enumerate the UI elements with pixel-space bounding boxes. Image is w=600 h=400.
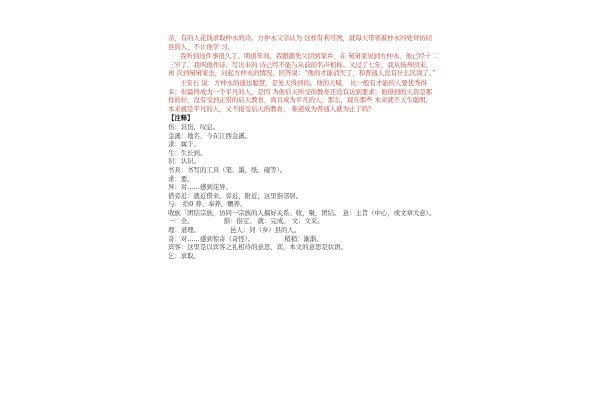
note-mid: 指：指定。 <box>223 217 256 226</box>
note-left: 理：道理。 <box>168 226 200 235</box>
note-left: 奇：对……感到惊奇（奇怪）。 <box>168 234 255 243</box>
note-item: 借旁近：就近借来。旁近，附近，这里指邻居。 <box>168 191 303 200</box>
note-item: 乞：求取。 <box>168 251 200 260</box>
note-item: 书具：书写的工具（笔、墨、纸、砚等）。 <box>168 165 287 174</box>
note-mid: 邑人：同（乡）县的人。 <box>230 226 301 235</box>
note-item: 收族「团结宗族，访同一宗族的人搞好关系。收，聚，团结。 意：主旨（中心，或文章大意）。 <box>168 208 436 217</box>
note-row-pair <box>168 217 438 226</box>
note-item: 识：认识。 <box>168 157 200 166</box>
note-row-pair <box>168 235 438 244</box>
note-row-pair <box>168 226 438 235</box>
note-item: 伤：哀伤，叹息。 <box>168 122 220 131</box>
note-item: 金溪：地名，今在江西金溪。 <box>168 131 252 140</box>
note-item: 隶：属于。 <box>168 140 200 149</box>
document-body <box>168 34 438 260</box>
passage-paragraph-3: 王安石 说：方仲永的通达聪慧，是先天得到的。他的天赋， 比一般有才能的人要优秀得多；但最终成为一个平凡的人，是因 为他后天所受的教育还没有达到要求；他得到的天资是那样的好，没有受到正常的后天教育，尚且成为平凡的人；那么，现在那些 本来就不天生聪明，本来就是平凡的人，又不接受后天的教育， 难道成为普通人就为止了吗？ <box>168 78 433 113</box>
note-right: 稍稍：渐渐。 <box>284 234 323 243</box>
notes-title: 【注释】 <box>168 114 194 123</box>
passage-paragraph-1: 亲，有的人花钱求取仲永的诗。方仲永父亲认为 这样有利可图，就每天带领着仲永四处拜访同县的人，不让他学 习。 <box>168 34 433 51</box>
note-left: 一：全。 <box>168 217 194 226</box>
note-right: 就：完成。 文：文采。 <box>257 217 324 226</box>
passage-paragraph-2: 我听到这件事很久了。明道年间，我跟随先父回到家乡，在 舅舅家见到方仲永，他已经十二三岁了。我叫他作诗，写出来的 诗已经不能与从前的名声相称。又过了七年，我从扬州回来，再 次到舅舅家去，问起方仲永的情况，回答说：“他的才能消失了，和普通人没有什么区别了。” <box>168 52 438 78</box>
note-item: 与： 给0 养、奉养，赡养。 <box>168 200 247 209</box>
note-item: 求：要。 <box>168 174 194 183</box>
note-item: 异：对……感到诧异。 <box>168 183 232 192</box>
note-item: 宾客：这里是以宾客之礼相待的意思，宾，本文的意思是状语。 <box>168 243 347 252</box>
note-item: 生：生长到。 <box>168 148 207 157</box>
